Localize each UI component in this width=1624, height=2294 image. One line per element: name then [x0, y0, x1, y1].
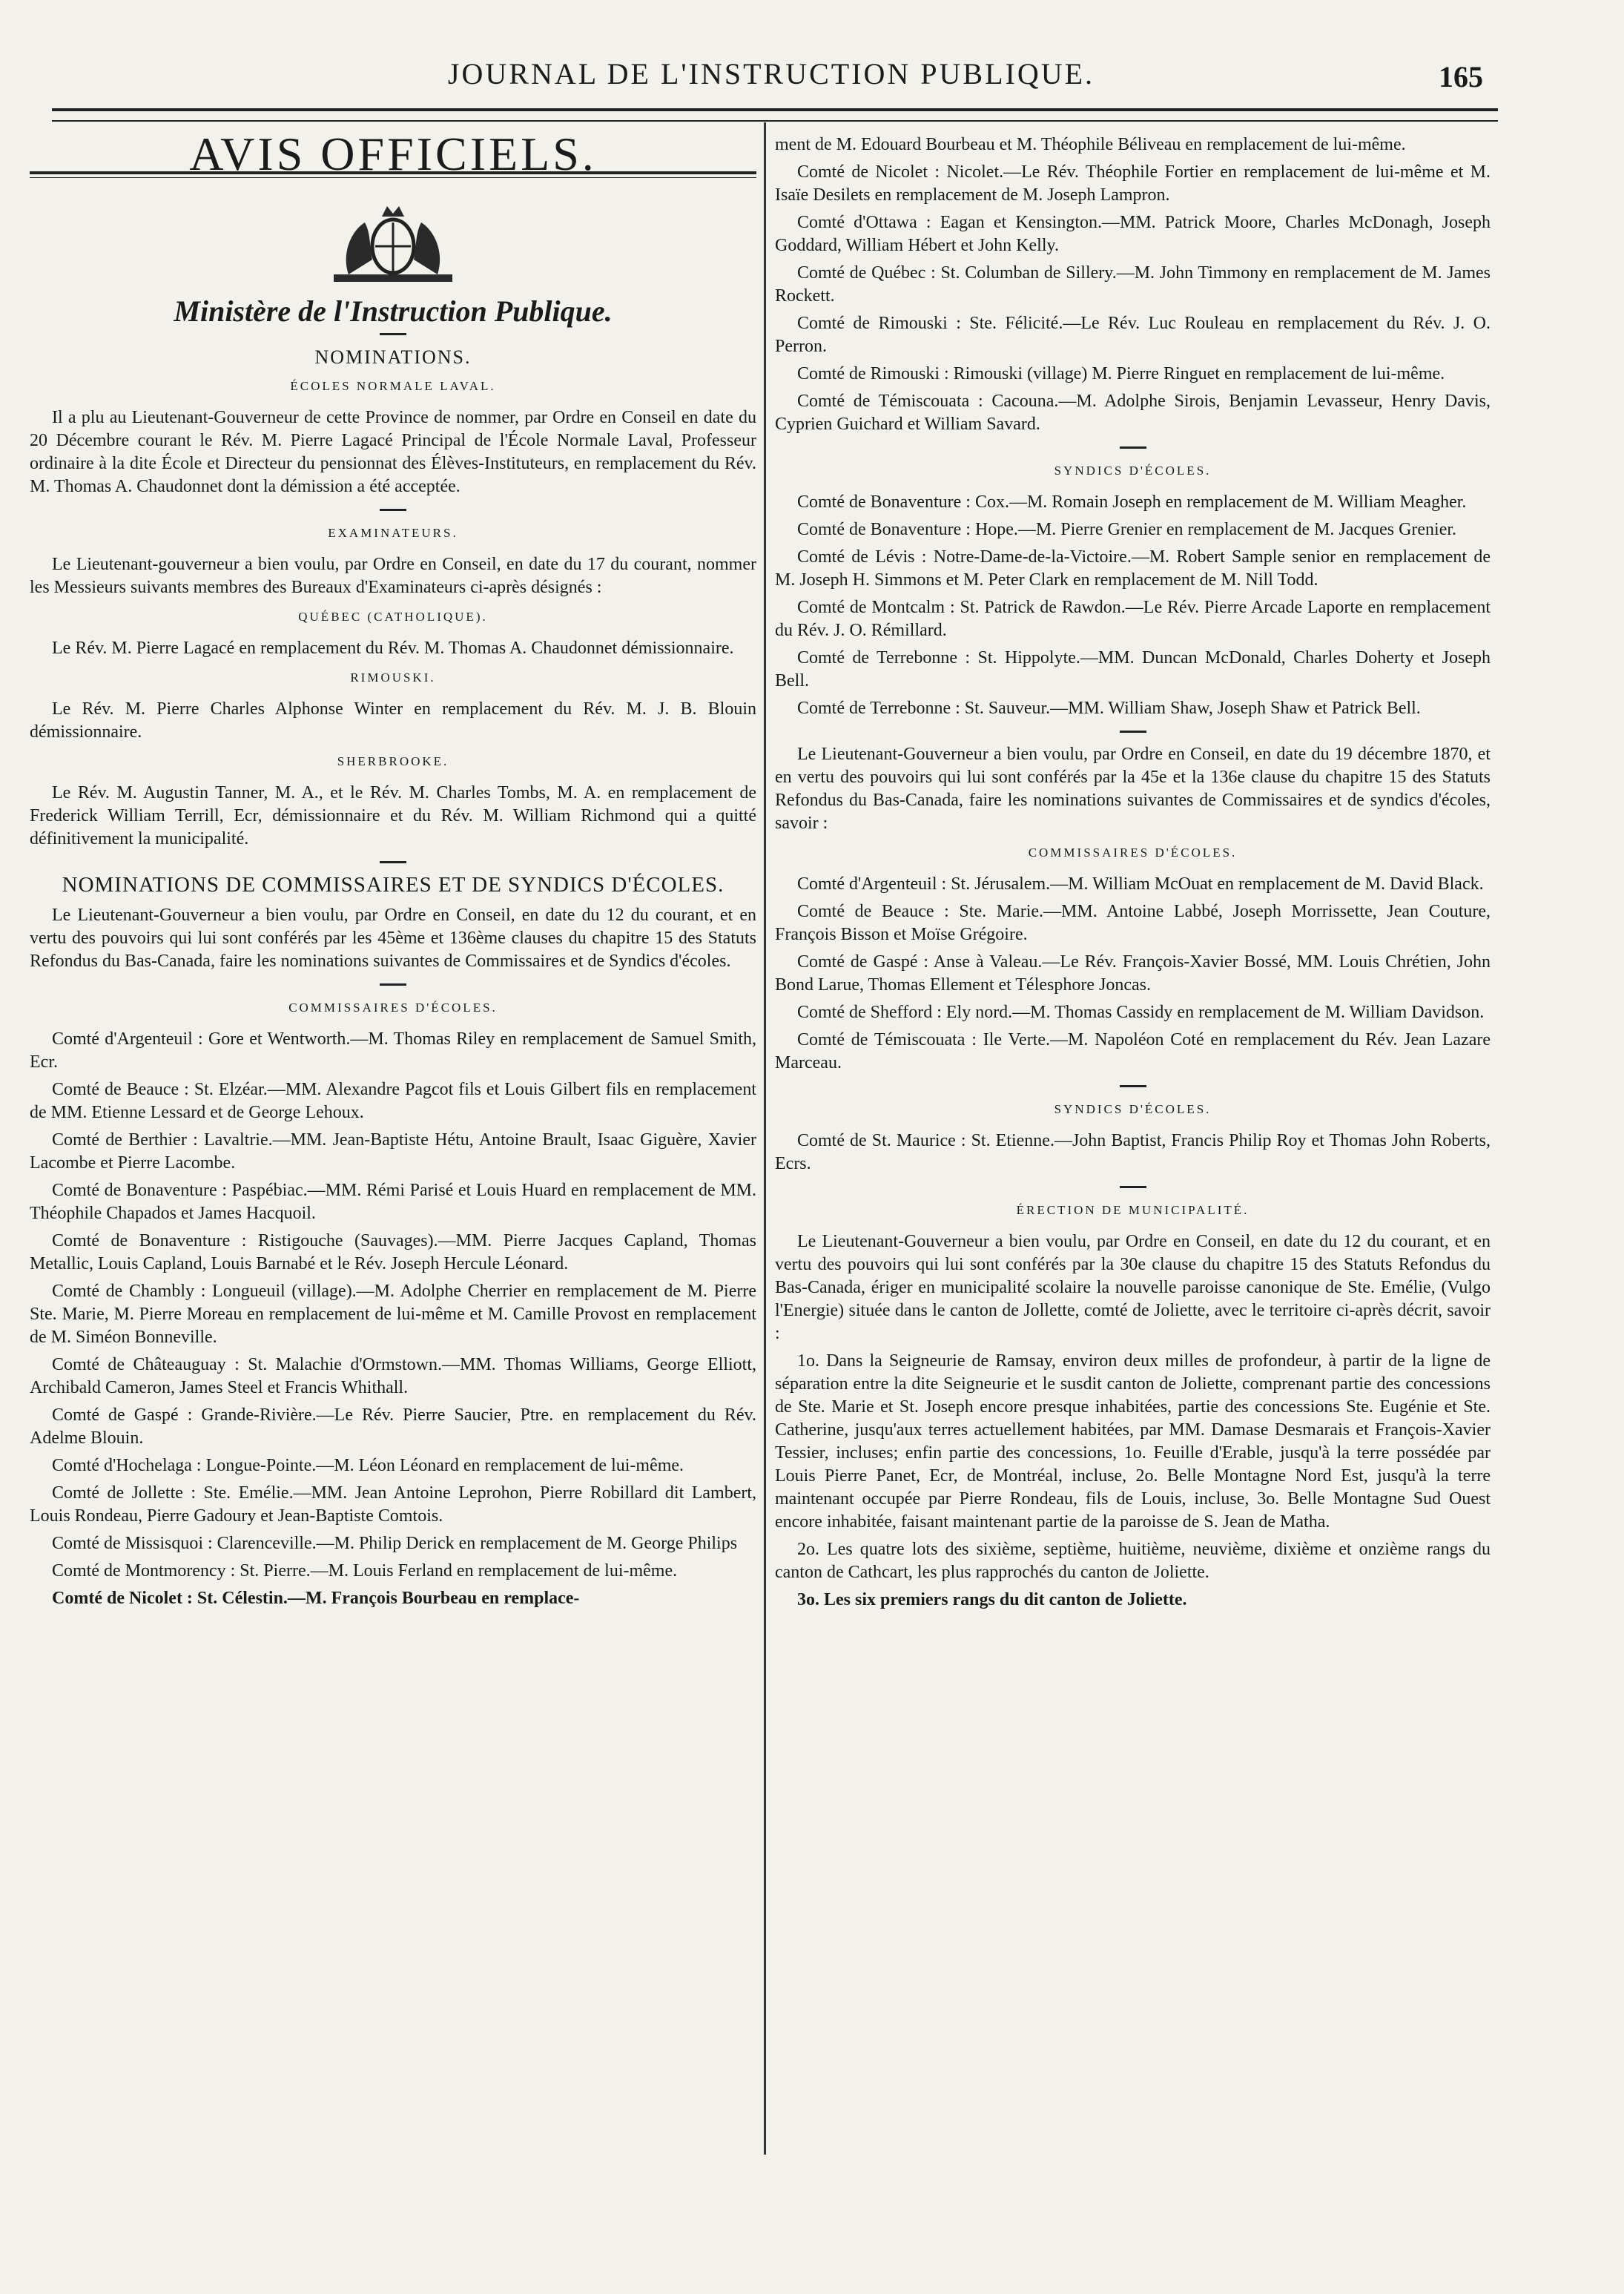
entry: Comté de Beauce : Ste. Marie.—MM. Antoine Labbé, Joseph Morrissette, Jean Couture, François Bisson et Moïse Grégoire.	[775, 902, 1491, 944]
subheading-quebec: QUÉBEC (CATHOLIQUE).	[298, 610, 488, 624]
subheading-ecole-normale: ÉCOLES NORMALE LAVAL.	[290, 379, 496, 393]
entry: Comté de Bonaventure : Paspébiac.—MM. Rémi Parisé et Louis Huard en remplacement de MM. Théophile Chapados et James Hacquoil.	[30, 1181, 756, 1223]
entry: Comté de Rimouski : Rimouski (village) M. Pierre Ringuet en remplacement de lui-même.	[797, 364, 1445, 383]
paragraph: 1o. Dans la Seigneurie de Ramsay, environ deux milles de profondeur, à partir de la ligne de séparation entre la dite Seigneurie et le susdit canton de Joliette, comprenant partie des concessions de Ste. Marie et St. Joseph encore presque inhabitées, partie des concessions Ste. Eugénie et Ste. Catherine, jusqu'aux terres actuellement habitées, par MM. Damase Desmarais et François-Xavier Tessier, incluses; enfin partie des concessions, 1o. Feuille d'Erable, jusqu'à la terre possédée par Louis Pierre Panet, Ecr, de Montréal, incluse, 2o. Belle Montagne Nord Est, jusqu'à la terre maintenant occupée par Pierre Rondeau, fils de Louis, incluse, 3o. Belle Montagne Sud Ouest encore inhabitée, faisant maintenant partie de la paroisse de S. Jean de Matha.	[775, 1351, 1491, 1532]
entry: Comté de Québec : St. Columban de Sillery.—M. John Timmony en remplacement de M. James Rockett.	[775, 263, 1491, 306]
header-rule	[52, 108, 1498, 122]
subheading-syndics: SYNDICS D'ÉCOLES.	[1054, 1102, 1212, 1116]
entry: Comté de Shefford : Ely nord.—M. Thomas Cassidy en remplacement de M. William Davidson.	[797, 1003, 1485, 1022]
divider	[1120, 1085, 1146, 1087]
paragraph: Le Rév. M. Pierre Lagacé en remplacement du Rév. M. Thomas A. Chaudonnet démissionnaire.	[52, 639, 734, 658]
entry: Comté de Missisquoi : Clarenceville.—M. Philip Derick en remplacement de M. George Philips	[52, 1534, 738, 1553]
entry: Comté de Montcalm : St. Patrick de Rawdon.—Le Rév. Pierre Arcade Laporte en remplacement du Rév. J. O. Rémillard.	[775, 598, 1491, 640]
subheading-sherbrooke: SHERBROOKE.	[337, 754, 449, 768]
paragraph: Le Rév. M. Pierre Charles Alphonse Winter en remplacement du Rév. M. J. B. Blouin démissionnaire.	[30, 699, 756, 742]
divider	[380, 861, 406, 863]
page-number: 165	[1439, 60, 1483, 93]
subheading-commissaires: COMMISSAIRES D'ÉCOLES.	[288, 1001, 498, 1015]
entry: Comté d'Hochelaga : Longue-Pointe.—M. Léon Léonard en remplacement de lui-même.	[52, 1456, 684, 1475]
subheading-commissaires: COMMISSAIRES D'ÉCOLES.	[1028, 846, 1238, 860]
left-column	[30, 128, 756, 1615]
journal-title: JOURNAL DE L'INSTRUCTION PUBLIQUE.	[447, 57, 1095, 90]
entry: Comté de Lévis : Notre-Dame-de-la-Victoire.—M. Robert Sample senior en remplacement de M. Joseph H. Simmons et M. Peter Clark en remplacement de M. Nill Todd.	[775, 547, 1491, 590]
entry: Comté de Gaspé : Anse à Valeau.—Le Rév. François-Xavier Bossé, MM. Louis Chrétien, John Bond Larue, Thomas Ellement et Télesphore Joncas.	[775, 952, 1491, 995]
divider	[1120, 446, 1146, 449]
entry: Comté de Nicolet : Nicolet.—Le Rév. Théophile Fortier en remplacement de lui-même et M. Isaïe Desilets en remplacement de M. Joseph Lampron.	[775, 162, 1491, 205]
divider	[380, 983, 406, 986]
heading-nominations: NOMINATIONS.	[314, 346, 472, 368]
divider	[380, 509, 406, 511]
coat-of-arms-icon	[319, 200, 467, 289]
right-column	[775, 134, 1491, 1616]
ministry-title: Ministère de l'Instruction Publique.	[174, 294, 613, 328]
divider	[1120, 731, 1146, 733]
entry: Comté de Jollette : Ste. Emélie.—MM. Jean Antoine Leprohon, Pierre Robillard dit Lambert, Louis Rondeau, Pierre Gadoury et Jean-Baptiste Comtois.	[30, 1483, 756, 1526]
paragraph: Le Lieutenant-Gouverneur a bien voulu, par Ordre en Conseil, en date du 12 du courant, et en vertu des pouvoirs qui lui sont conférés par les 45ème et 136ème clauses du chapitre 15 des Statuts Refondus du Bas-Canada, faire les nominations suivantes de Commissaires et de Syndics d'écoles.	[30, 906, 756, 971]
entry: Comté d'Argenteuil : Gore et Wentworth.—M. Thomas Riley en remplacement de Samuel Smith, Ecr.	[30, 1029, 756, 1072]
entry: Comté de Bonaventure : Hope.—M. Pierre Grenier en remplacement de M. Jacques Grenier.	[797, 520, 1457, 539]
heading-nominations-commissaires: NOMINATIONS DE COMMISSAIRES ET DE SYNDICS D'ÉCOLES.	[62, 873, 724, 897]
paragraph: Le Rév. M. Augustin Tanner, M. A., et le Rév. M. Charles Tombs, M. A. en remplacement de Frederick William Terrill, Ecr, démissionnaire et du Rév. M. William Richmond qui a quitté définitivement la municipalité.	[30, 783, 756, 848]
entry: Comté de Nicolet : St. Célestin.—M. François Bourbeau en remplace-	[52, 1589, 580, 1608]
entry: Comté de Terrebonne : St. Sauveur.—MM. William Shaw, Joseph Shaw et Patrick Bell.	[797, 699, 1421, 718]
running-head	[44, 52, 1498, 96]
subheading-syndics: SYNDICS D'ÉCOLES.	[1054, 464, 1212, 478]
entry: Comté de Témiscouata : Ile Verte.—M. Napoléon Coté en remplacement du Rév. Jean Lazare Marceau.	[775, 1030, 1491, 1072]
paragraph: Il a plu au Lieutenant-Gouverneur de cette Province de nommer, par Ordre en Conseil en date du 20 Décembre courant le Rév. M. Pierre Lagacé Principal de l'École Normale Laval, Professeur ordinaire à la dite École et Directeur du pensionnat des Élèves-Instituteurs, en remplacement du Rév. M. Thomas A. Chaudonnet dont la démission a été acceptée.	[30, 408, 756, 496]
entry: Comté de Bonaventure : Cox.—M. Romain Joseph en remplacement de M. William Meagher.	[797, 492, 1467, 512]
entry: Comté de Bonaventure : Ristigouche (Sauvages).—MM. Pierre Jacques Capland, Thomas Metallic, Louis Capland, Louis Barnabé et le Rév. Joseph Hercule Léonard.	[30, 1231, 756, 1273]
entry: Comté d'Ottawa : Eagan et Kensington.—MM. Patrick Moore, Charles McDonagh, Joseph Goddard, William Hébert et John Kelly.	[775, 213, 1491, 255]
subheading-examinateurs: EXAMINATEURS.	[328, 526, 458, 540]
column-divider	[764, 122, 766, 2155]
divider	[1120, 1186, 1146, 1188]
divider	[380, 333, 406, 335]
paragraph: Le Lieutenant-Gouverneur a bien voulu, par Ordre en Conseil, en date du 12 du courant, et en vertu des pouvoirs qui lui sont conférés par la 30e clause du chapitre 15 des Statuts Refondus du Bas-Canada, ériger en municipalité scolaire la nouvelle paroisse canonique de Ste. Emélie, (Vulgo l'Energie) située dans le canton de Jollette, comté de Joliette, avec le territoire ci-après décrit, savoir :	[775, 1232, 1491, 1343]
entry: Comté de Chambly : Longueuil (village).—M. Adolphe Cherrier en remplacement de M. Pierre Ste. Marie, M. Pierre Moreau en remplacement de lui-même et M. Camille Provost en remplacement de M. Siméon Bonneville.	[30, 1282, 756, 1347]
entry: Comté de Beauce : St. Elzéar.—MM. Alexandre Pagcot fils et Louis Gilbert fils en remplacement de MM. Etienne Lessard et de George Lehoux.	[30, 1080, 756, 1122]
subheading-erection: ÉRECTION DE MUNICIPALITÉ.	[1016, 1203, 1250, 1217]
entry: Comté de Rimouski : Ste. Félicité.—Le Rév. Luc Rouleau en remplacement du Rév. J. O. Perron.	[775, 314, 1491, 356]
entry: Comté de Châteauguay : St. Malachie d'Ormstown.—MM. Thomas Williams, George Elliott, Archibald Cameron, James Steel et Francis Whithall.	[30, 1355, 756, 1397]
entry: Comté de Montmorency : St. Pierre.—M. Louis Ferland en remplacement de lui-même.	[52, 1561, 678, 1581]
banner-title: AVIS OFFICIELS.	[189, 128, 597, 180]
entry: Comté de Gaspé : Grande-Rivière.—Le Rév. Pierre Saucier, Ptre. en remplacement du Rév. Adelme Blouin.	[30, 1405, 756, 1448]
subheading-rimouski: RIMOUSKI.	[350, 670, 436, 685]
entry: Comté d'Argenteuil : St. Jérusalem.—M. William McOuat en remplacement de M. David Black.	[797, 874, 1484, 894]
entry: Comté de Berthier : Lavaltrie.—MM. Jean-Baptiste Hétu, Antoine Brault, Isaac Giguère, Xavier Lacombe et Pierre Lacombe.	[30, 1130, 756, 1173]
paragraph: Le Lieutenant-gouverneur a bien voulu, par Ordre en Conseil, en date du 17 du courant, nommer les Messieurs suivants membres des Bureaux d'Examinateurs ci-après désignés :	[30, 555, 756, 597]
entry: Comté de Terrebonne : St. Hippolyte.—MM. Duncan McDonald, Charles Doherty et Joseph Bell.	[775, 648, 1491, 690]
paragraph: 2o. Les quatre lots des sixième, septième, huitième, neuvième, dixième et onzième rangs du canton de Cathcart, les plus rapprochés du canton de Joliette.	[775, 1540, 1491, 1582]
entry: Comté de St. Maurice : St. Etienne.—John Baptist, Francis Philip Roy et Thomas John Roberts, Ecrs.	[775, 1131, 1491, 1173]
entry: ment de M. Edouard Bourbeau et M. Théophile Béliveau en remplacement de lui-même.	[775, 135, 1406, 154]
paragraph: 3o. Les six premiers rangs du dit canton de Joliette.	[797, 1590, 1187, 1609]
paragraph: Le Lieutenant-Gouverneur a bien voulu, par Ordre en Conseil, en date du 19 décembre 1870, et en vertu des pouvoirs qui lui sont conférés par la 45e et la 136e clause du chapitre 15 des Statuts Refondus du Bas-Canada, faire les nominations suivantes de Commissaires et de syndics d'écoles, savoir :	[775, 745, 1491, 833]
entry: Comté de Témiscouata : Cacouna.—M. Adolphe Sirois, Benjamin Levasseur, Henry Davis, Cyprien Guichard et William Savard.	[775, 392, 1491, 434]
